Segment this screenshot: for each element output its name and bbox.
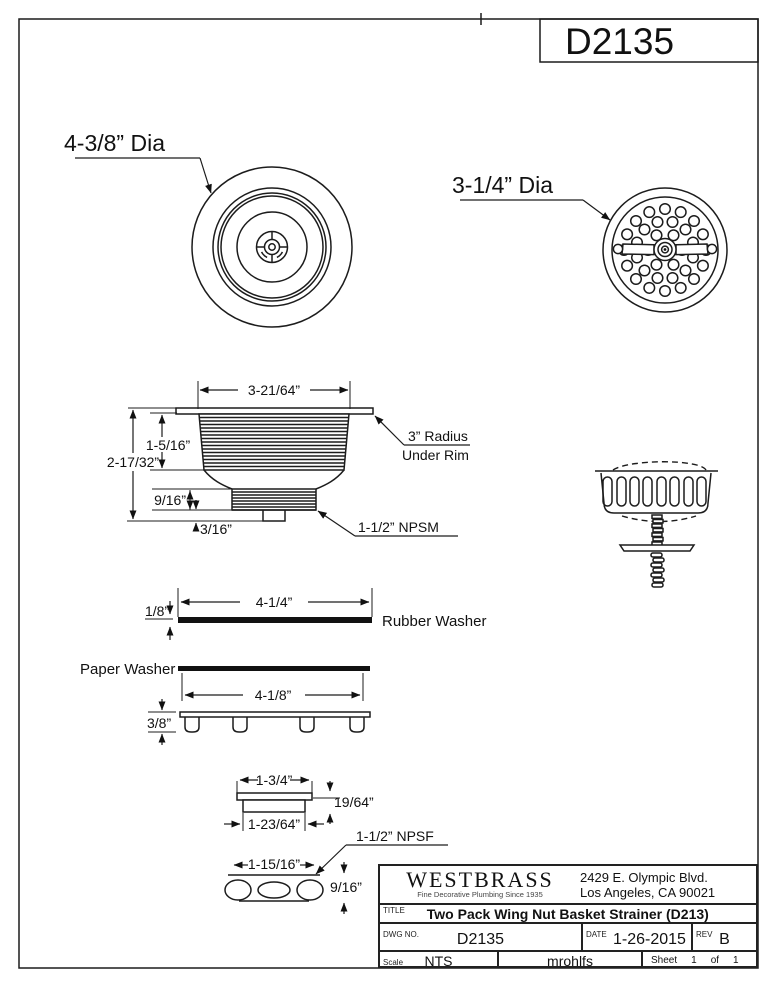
date-cell xyxy=(583,924,693,950)
rubber-washer-figure xyxy=(145,588,487,640)
title-row xyxy=(380,905,756,924)
dwg-no-label: DWG NO. xyxy=(383,930,419,939)
company-name: WESTBRASS xyxy=(406,867,554,892)
cross-section-thread-spec: 1-1/2” NPSM xyxy=(358,519,439,535)
date-value: 1-26-2015 xyxy=(613,931,686,948)
date-label: DATE xyxy=(586,930,607,939)
drawing-title: Two Pack Wing Nut Basket Strainer (D213) xyxy=(426,905,709,922)
wing-nut-height: 9/16” xyxy=(330,879,362,895)
dwg-no-value: D2135 xyxy=(456,931,505,948)
lock-nut-top-width: 1-3/4” xyxy=(255,772,293,788)
cross-section-upper-height: 1-5/16” xyxy=(145,437,191,453)
title-block xyxy=(378,864,758,968)
company-address xyxy=(580,866,756,903)
cross-section-radius-note-1: 3” Radius xyxy=(408,428,468,444)
top-view-figure xyxy=(64,130,352,327)
dwg-no-cell xyxy=(380,924,583,950)
address-line-2: Los Angeles, CA 90021 xyxy=(580,885,716,900)
company-logo xyxy=(380,866,580,903)
scale-row xyxy=(380,952,756,967)
rev-label: REV xyxy=(696,930,713,939)
company-tagline: Fine Decorative Plumbing Since 1935 xyxy=(417,890,543,899)
title-label: TITLE xyxy=(383,906,405,915)
rubber-washer-label: Rubber Washer xyxy=(382,613,487,630)
lock-nut-height: 19/64” xyxy=(334,794,374,810)
sheet-cell xyxy=(643,952,756,967)
cross-section-tab-height: 3/16” xyxy=(200,521,232,537)
face-plate-figure xyxy=(452,172,727,312)
cross-section-top-width: 3-21/64” xyxy=(247,382,301,398)
cross-section-thread-height: 9/16” xyxy=(154,492,186,508)
wing-nut-figure xyxy=(225,856,362,914)
paper-washer-label: Paper Washer xyxy=(80,661,176,678)
drawing-number: D2135 xyxy=(565,21,675,62)
lug-washer-width: 4-1/8” xyxy=(254,687,292,703)
lock-nut-thread-spec: 1-1/2” NPSF xyxy=(356,828,434,844)
face-plate-dia-label: 3-1/4” Dia xyxy=(452,172,553,198)
lug-washer-figure xyxy=(147,673,370,745)
scale-cell xyxy=(380,952,499,967)
title-block-logo-row xyxy=(380,866,756,905)
sheet-num: 1 xyxy=(691,955,697,966)
basket-stem-coil xyxy=(651,553,664,587)
scale-label: Scale xyxy=(383,958,404,967)
face-plate-handle xyxy=(613,239,716,261)
lock-nut-bottom-width: 1-23/64” xyxy=(247,816,301,832)
address-line-1: 2429 E. Olympic Blvd. xyxy=(580,870,708,885)
cross-section-figure xyxy=(107,381,470,537)
scale-value: NTS xyxy=(424,953,453,969)
basket-stem-threads xyxy=(652,515,663,545)
rubber-washer-width: 4-1/4” xyxy=(255,594,293,610)
drafter-value: mrohlfs xyxy=(547,953,593,969)
cross-section-knurl-lines xyxy=(195,418,353,467)
wing-nut-width: 1-15/16” xyxy=(247,856,301,872)
drafter-cell xyxy=(499,952,643,967)
cross-section-radius-note-2: Under Rim xyxy=(402,447,469,463)
drawing-number-box xyxy=(540,19,758,62)
sheet-total: 1 xyxy=(733,955,739,966)
sheet-label: Sheet xyxy=(651,955,678,966)
dwg-date-rev-row xyxy=(380,924,756,952)
paper-washer-figure xyxy=(80,661,370,678)
top-view-dia-label: 4-3/8” Dia xyxy=(64,130,165,156)
cross-section-overall-height: 2-17/32” xyxy=(106,454,160,470)
rev-value: B xyxy=(719,931,730,948)
rev-cell xyxy=(693,924,756,950)
basket-side-view-figure xyxy=(595,462,718,587)
sheet-of: of xyxy=(710,955,720,966)
rubber-washer-thickness: 1/8” xyxy=(145,603,170,619)
lug-washer-thickness: 3/8” xyxy=(147,715,172,731)
